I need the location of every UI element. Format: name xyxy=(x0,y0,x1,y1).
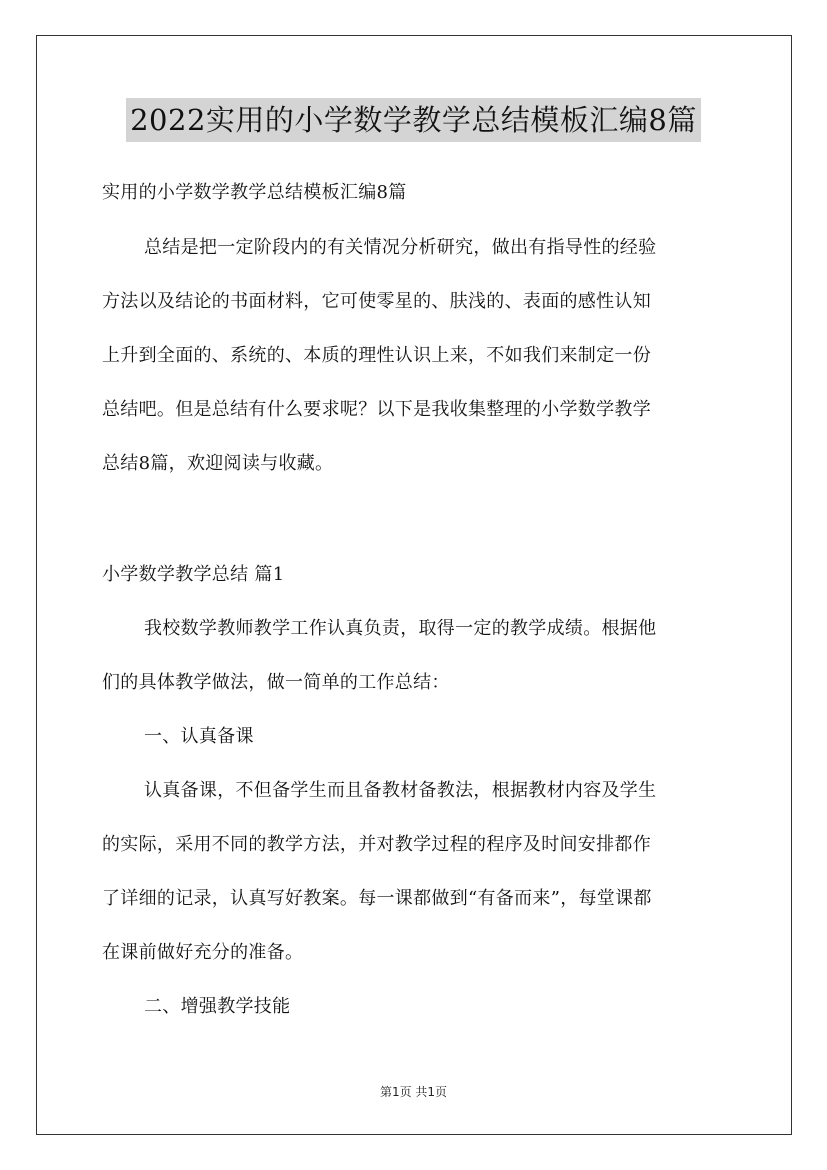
document-title: 2022实用的小学数学教学总结模板汇编8篇 xyxy=(126,98,701,142)
intro-line-1: 总结是把一定阶段内的有关情况分析研究，做出有指导性的经验 xyxy=(144,237,657,258)
heading-1: 一、认真备课 xyxy=(144,726,254,747)
para-1-line-2: 的实际，采用不同的教学方法，并对教学过程的程序及时间安排都作 xyxy=(102,834,651,855)
section-line-2: 们的具体教学做法，做一简单的工作总结： xyxy=(102,672,450,693)
para-1-line-1: 认真备课，不但备学生而且备教材备教法，根据教材内容及学生 xyxy=(144,780,657,801)
heading-2: 二、增强教学技能 xyxy=(144,996,291,1017)
para-1-line-4: 在课前做好充分的准备。 xyxy=(102,942,304,963)
intro-line-5: 总结8篇，欢迎阅读与收藏。 xyxy=(102,453,334,474)
subtitle: 实用的小学数学教学总结模板汇编8篇 xyxy=(102,182,407,203)
page-footer: 第1页 共1页 xyxy=(379,1085,448,1099)
intro-line-3: 上升到全面的、系统的、本质的理性认识上来，不如我们来制定一份 xyxy=(102,345,651,366)
intro-line-4: 总结吧。但是总结有什么要求呢？以下是我收集整理的小学数学教学 xyxy=(102,399,651,420)
para-1-line-3: 了详细的记录，认真写好教案。每一课都做到“有备而来”，每堂课都 xyxy=(102,888,652,909)
section-line-1: 我校数学教师教学工作认真负责，取得一定的教学成绩。根据他 xyxy=(144,618,657,639)
title-container xyxy=(0,98,827,142)
section-heading: 小学数学教学总结 篇1 xyxy=(102,564,285,585)
intro-line-2: 方法以及结论的书面材料，它可使零星的、肤浅的、表面的感性认知 xyxy=(102,291,651,312)
